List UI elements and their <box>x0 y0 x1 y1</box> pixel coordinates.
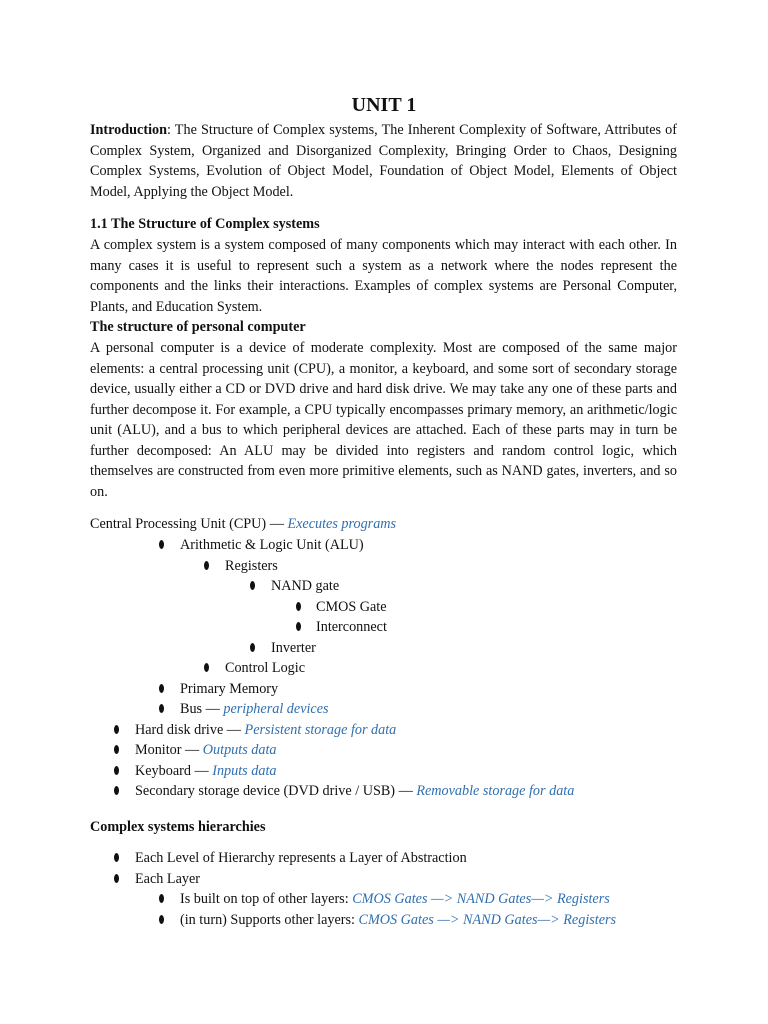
hierarchy-item-supports: (in turn) Supports other layers: CMOS Gates —> NAND Gates—> Registers <box>180 912 617 928</box>
tree-item-nand-gate: NAND gate <box>271 578 340 594</box>
bullet-icon <box>114 725 119 734</box>
tree-item-control-logic: Control Logic <box>225 660 305 676</box>
section-1-1-paragraph: A complex system is a system composed of many components which may interact with each other. In many cases it is useful to represent such a system as a network where the nodes represent the components and the links their interactions. Examples of complex systems are Personal Computer, Plants, and Education System. <box>90 237 677 315</box>
tree-item-inverter: Inverter <box>271 640 316 656</box>
bullet-icon <box>204 561 209 570</box>
tree-item-registers: Registers <box>225 558 278 574</box>
page-title: UNIT 1 <box>351 94 417 116</box>
pc-structure-heading: The structure of personal computer <box>90 319 306 335</box>
bullet-icon <box>114 766 119 775</box>
tree-root-note: Executes programs <box>287 516 397 532</box>
bullet-icon <box>114 874 119 883</box>
bullet-icon <box>296 602 301 611</box>
hierarchy-item-built-on: Is built on top of other layers: CMOS Gates —> NAND Gates—> Registers <box>180 891 610 907</box>
bullet-icon <box>250 581 255 590</box>
tree-item-hard-disk: Hard disk drive — Persistent storage for data <box>135 722 397 738</box>
bullet-icon <box>204 663 209 672</box>
bullet-icon <box>159 684 164 693</box>
bullet-icon <box>159 540 164 549</box>
hierarchy-item-each-layer: Each Layer <box>135 871 200 887</box>
tree-item-bus: Bus — peripheral devices <box>180 701 329 717</box>
bullet-icon <box>114 745 119 754</box>
tree-item-keyboard: Keyboard — Inputs data <box>135 763 277 779</box>
pc-structure-paragraph: A personal computer is a device of moderate complexity. Most are composed of the same major elements: a central processing unit (CPU), a monitor, a keyboard, and some sort of secondary storage device, usually either a CD or DVD drive and hard disk drive. We may take any one of these parts and further decompose it. For example, a CPU typically encompasses primary memory, an arithmetic/logic unit (ALU), and a bus to which peripheral devices are attached. Each of these parts may in turn be further decomposed: An ALU may be divided into registers and random control logic, which themselves are constructed from even more primitive elements, such as NAND gates, inverters, and so on. <box>90 340 677 500</box>
bullet-icon <box>250 643 255 652</box>
section-1-1-heading: 1.1 The Structure of Complex systems <box>90 216 320 232</box>
bullet-icon <box>114 853 119 862</box>
bullet-icon <box>296 622 301 631</box>
intro-label: Introduction <box>90 122 167 138</box>
tree-item-primary-memory: Primary Memory <box>180 681 279 697</box>
intro-paragraph <box>90 120 677 202</box>
bullet-icon <box>159 894 164 903</box>
tree-root-text: Central Processing Unit (CPU) — <box>90 516 288 532</box>
bullet-icon <box>159 704 164 713</box>
hierarchy-item-abstraction: Each Level of Hierarchy represents a Layer of Abstraction <box>135 850 467 866</box>
hierarchies-heading: Complex systems hierarchies <box>90 819 266 835</box>
tree-item-alu: Arithmetic & Logic Unit (ALU) <box>180 537 364 553</box>
tree-item-monitor: Monitor — Outputs data <box>135 742 277 758</box>
tree-root <box>90 514 396 534</box>
tree-item-cmos-gate: CMOS Gate <box>316 599 387 615</box>
intro-text: : The Structure of Complex systems, The Inherent Complexity of Software, Attributes of Complex System, Organized and Disorganized Complexity, Bringing Order to Chaos, Designing Complex Systems, Evolution of Object Model, Foundation of Object Model, Elements of Object Model, Applying the Object Model. <box>90 122 677 200</box>
tree-item-interconnect: Interconnect <box>316 619 387 635</box>
bullet-icon <box>114 786 119 795</box>
tree-item-secondary-storage: Secondary storage device (DVD drive / USB) — Removable storage for data <box>135 783 575 799</box>
bullet-icon <box>159 915 164 924</box>
